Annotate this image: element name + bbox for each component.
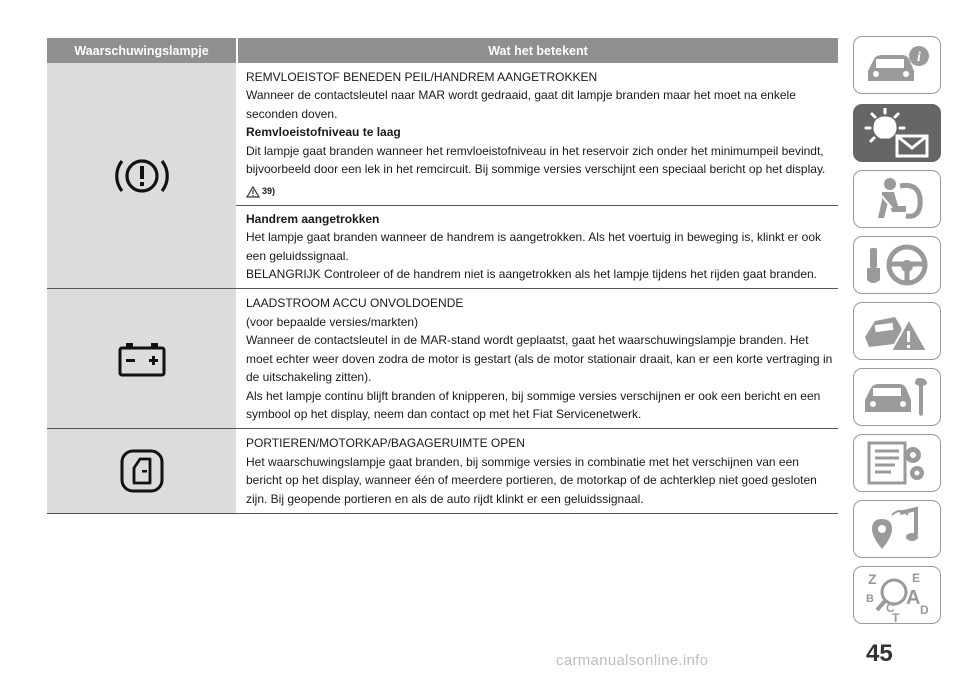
key-steering-wheel-icon — [862, 242, 932, 288]
battery-description — [236, 289, 838, 428]
svg-text:E: E — [912, 571, 921, 585]
door-text: Het waarschuwingslampje gaat branden, bij sommige versies in combinatie met het verschijnen van een bericht op het display, wanneer één of meerdere portieren, de motorkap of de achterklep niet goed gesloten zijn. Bij geopende portieren en als de auto rijdt klinkt er een geluidssignaal. — [246, 454, 817, 506]
handbrake-section — [236, 205, 838, 284]
svg-text:C: C — [886, 601, 895, 615]
svg-text:B: B — [866, 593, 874, 605]
seat-airbag-icon — [862, 176, 932, 222]
brake-text: Wanneer de contactsleutel naar MAR wordt gedraaid, gaat dit lampje branden maar het moet na enkele seconden doven. — [246, 88, 796, 121]
table-header — [47, 38, 838, 63]
chapter-tab-emergency[interactable] — [853, 302, 941, 360]
battery-text: Wanneer de contactsleutel in de MAR-stand wordt geplaatst, gaat het waarschuwingslampje branden. Het moet echter weer doven zodra de motor is gestart (als de motor stationair draait, kan er een korte vertraging in de uitschakeling zitten). — [246, 333, 833, 385]
header-col-meaning: Wat het betekent — [236, 38, 838, 63]
chapter-tab-safety[interactable] — [853, 170, 941, 228]
svg-text:T: T — [892, 611, 900, 622]
svg-text:D: D — [920, 603, 929, 617]
caution-triangle-icon — [246, 186, 260, 198]
brake-fluid-text: Dit lampje gaat branden wanneer het remvloeistofniveau in het reservoir zich onder het minimumpeil bevindt, bijvoorbeeld door een lek in het remcircuit. Bij sommige versies verschijnt een speciaal bericht op het display. — [246, 143, 826, 177]
table-row — [47, 429, 838, 514]
door-open-icon — [119, 448, 165, 494]
chapter-tab-warning-lights[interactable] — [853, 104, 941, 162]
car-wrench-icon — [861, 374, 933, 420]
warning-light-message-icon — [861, 108, 933, 158]
chapter-tab-maintenance[interactable] — [853, 368, 941, 426]
car-info-icon — [862, 43, 932, 87]
chapter-tab-index[interactable] — [853, 566, 941, 624]
warning-reference-number: 39) — [262, 186, 276, 197]
door-description — [236, 429, 838, 513]
chapter-tab-starting[interactable] — [853, 236, 941, 294]
handbrake-text: Het lampje gaat branden wanneer de handrem is aangetrokken. Als het voertuig in beweging is, klinkt er ook een geluidssignaal. — [246, 230, 822, 263]
battery-scope: (voor bepaalde versies/markten) — [246, 314, 419, 329]
table-row — [47, 289, 838, 429]
svg-text:A: A — [906, 587, 921, 609]
battery-text-2: Als het lampje continu blijft branden of knipperen, bij sommige versies verschijnen er ook een bericht en een symbool op het display, neem dan contact op met het Fiat Servicenetwerk. — [246, 388, 821, 421]
svg-text:i: i — [917, 50, 921, 65]
brake-description — [236, 63, 838, 288]
door-warning-cell — [47, 429, 236, 513]
watermark: carmanualsonline.info — [556, 652, 709, 669]
svg-text:Z: Z — [868, 571, 877, 587]
index-letters-icon — [862, 568, 932, 622]
brake-warning-cell — [47, 63, 236, 288]
battery-title: LAADSTROOM ACCU ONVOLDOENDE — [246, 296, 464, 311]
brake-title: REMVLOEISTOF BENEDEN PEIL/HANDREM AANGETROKKEN — [246, 70, 598, 84]
chapter-tab-car-info[interactable] — [853, 36, 941, 94]
door-title: PORTIEREN/MOTORKAP/BAGAGERUIMTE OPEN — [246, 436, 525, 451]
warning-reference — [246, 182, 838, 200]
brake-warning-icon — [111, 152, 173, 200]
handbrake-note: BELANGRIJK Controleer of de handrem niet is aangetrokken als het lampje tijdens het rijden gaat branden. — [246, 267, 817, 282]
header-col-lamp: Waarschuwingslampje — [74, 43, 209, 58]
table-row — [47, 63, 838, 289]
chapter-tab-technical-data[interactable] — [853, 434, 941, 492]
brake-fluid-subtitle: Remvloeistofniveau te laag — [246, 125, 401, 140]
battery-warning-cell — [47, 289, 236, 428]
warning-lights-table — [47, 38, 838, 514]
handbrake-subtitle: Handrem aangetrokken — [246, 211, 380, 226]
chapter-tab-multimedia[interactable] — [853, 500, 941, 558]
data-gear-icon — [861, 439, 933, 487]
battery-icon — [116, 339, 168, 379]
page-number: 45 — [866, 640, 893, 667]
car-crash-warning-icon — [861, 307, 933, 355]
multimedia-note-icon — [862, 505, 932, 553]
